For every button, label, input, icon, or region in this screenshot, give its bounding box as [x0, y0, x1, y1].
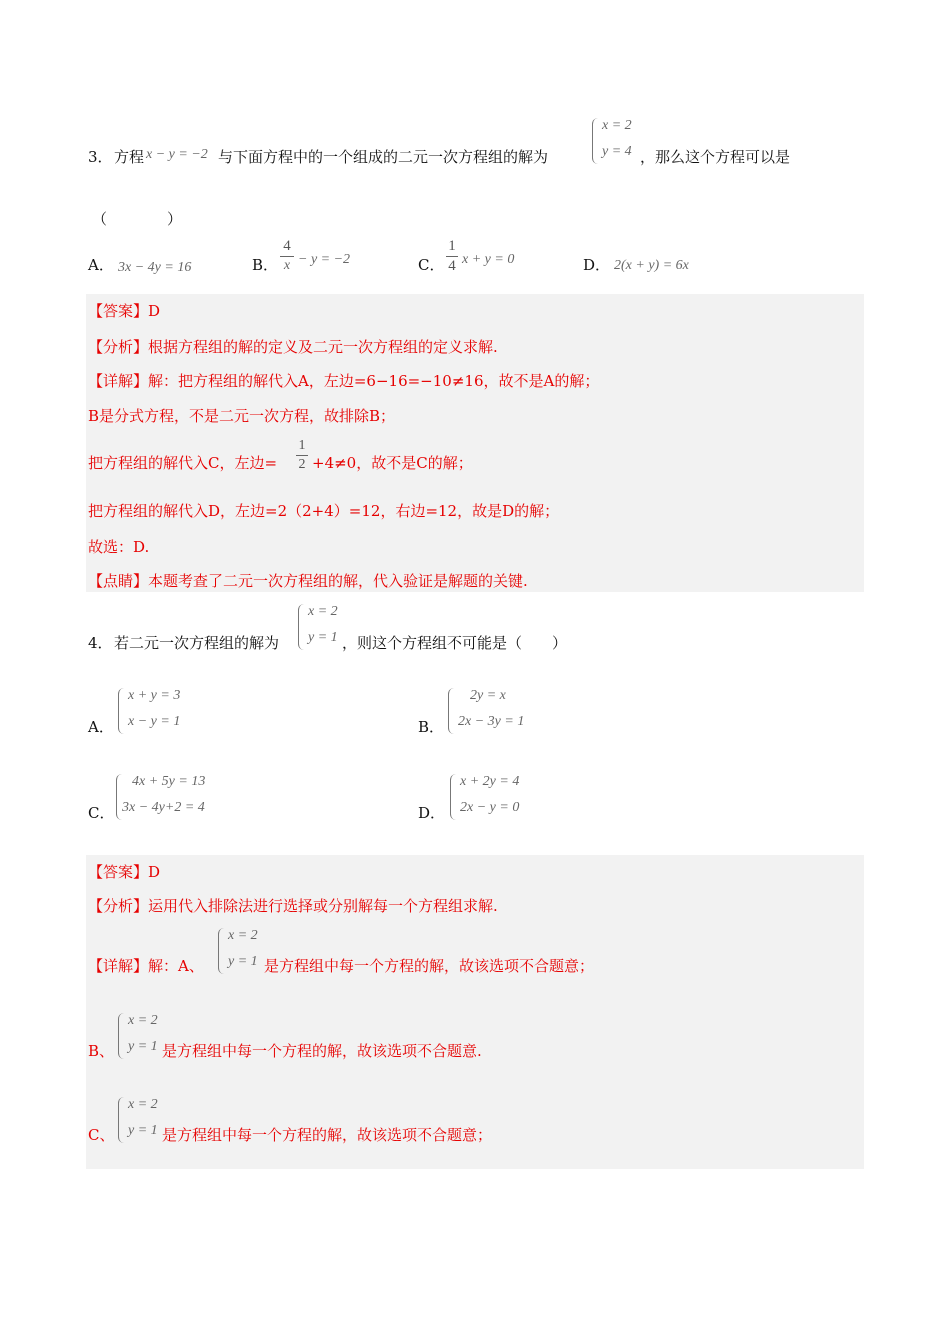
equation-1: x + 2y = 4	[460, 774, 520, 789]
analysis-text: 运用代入排除法进行选择或分别解每一个方程组求解.	[148, 897, 498, 915]
equation-2: 3x − 4y+2 = 4	[122, 800, 205, 815]
option-d-label: D．	[583, 256, 611, 274]
detail-line: B是分式方程，不是二元一次方程，故排除B；	[88, 407, 396, 425]
solution-x: x = 2	[228, 928, 258, 943]
equation-2: x − y = 1	[128, 714, 181, 729]
detail-text: 是方程组中每一个方程的解，故该选项不合题意.	[162, 1042, 482, 1060]
solution-system	[298, 602, 348, 654]
option-b-label: B．	[418, 718, 445, 736]
fraction-numerator: 4	[283, 238, 291, 254]
question-text: ，则这个方程组不可能是（ ）	[342, 634, 568, 652]
detail-line: 把方程组的解代入D，左边=2（2+4）=12，右边=12，故是D的解；	[88, 502, 560, 520]
option-c-label: C．	[418, 256, 445, 274]
solution-x: x = 2	[602, 118, 632, 133]
detail-prefix: B、	[88, 1042, 115, 1060]
solution-system	[118, 1095, 168, 1147]
question-text: 与下面方程中的一个组成的二元一次方程组的解为	[218, 148, 549, 166]
solution-y: y = 1	[128, 1123, 158, 1138]
option-b-fraction	[280, 238, 294, 274]
analysis-text: 根据方程组的解的定义及二元一次方程组的定义求解.	[148, 338, 498, 356]
fraction-numerator: 1	[298, 438, 306, 453]
option-c-fraction	[446, 238, 458, 275]
comment-tag: 【点睛】	[88, 572, 149, 590]
equation-1: x + y = 3	[128, 688, 181, 703]
option-d-label: D．	[418, 804, 446, 822]
comment-text: 本题考查了二元一次方程组的解，代入验证是解题的关键.	[148, 572, 528, 590]
equation-1: 4x + 5y = 13	[132, 774, 206, 789]
equation-1: 2y = x	[470, 688, 506, 703]
detail-line: 故选：D.	[88, 538, 150, 556]
detail-tag: 【详解】	[88, 957, 149, 975]
option-b-system	[448, 686, 548, 738]
solution-x: x = 2	[128, 1013, 158, 1028]
detail-tag: 【详解】	[88, 372, 149, 390]
analysis-tag: 【分析】	[88, 338, 149, 356]
detail-text: 是方程组中每一个方程的解，故该选项不合题意；	[162, 1126, 493, 1144]
detail-fraction	[296, 438, 308, 473]
fraction-numerator: 1	[448, 238, 456, 254]
question-text: ，那么这个方程可以是	[640, 148, 791, 166]
question-text: 方程	[114, 148, 145, 166]
option-c-rest: x + y = 0	[462, 252, 515, 267]
fraction-denominator: 4	[448, 258, 456, 274]
detail-prefix: 解：A、	[148, 957, 204, 975]
option-c-system	[116, 772, 236, 824]
question-number: 3．	[88, 148, 113, 166]
option-b-label: B．	[252, 256, 279, 274]
option-a-label: A．	[88, 256, 114, 274]
fraction-denominator: 2	[298, 457, 306, 472]
detail-line: 把方程组的解代入C，左边=	[88, 454, 278, 472]
equation-2: 2x − 3y = 1	[458, 714, 525, 729]
solution-x: x = 2	[128, 1097, 158, 1112]
solution-y: y = 1	[128, 1039, 158, 1054]
detail-prefix: C、	[88, 1126, 115, 1144]
answer-tag: 【答案】	[88, 302, 149, 320]
solution-system	[118, 1011, 168, 1063]
solution-y: y = 1	[308, 630, 338, 645]
solution-system	[218, 926, 268, 978]
solution-x: x = 2	[308, 604, 338, 619]
question-text: 若二元一次方程组的解为	[114, 634, 280, 652]
option-a-system	[118, 686, 208, 738]
detail-line: 解：把方程组的解代入A，左边=6−16=−10≠16，故不是A的解；	[148, 372, 600, 390]
solution-y: y = 4	[602, 144, 632, 159]
answer-value: D	[148, 863, 161, 881]
question-number: 4．	[88, 634, 113, 652]
detail-text: 是方程组中每一个方程的解，故该选项不合题意；	[264, 957, 595, 975]
option-a-expr: 3x − 4y = 16	[118, 260, 192, 275]
given-equation: x − y = −2	[146, 147, 208, 162]
answer-parentheses: （ ）	[92, 210, 183, 228]
option-b-rest: − y = −2	[298, 252, 351, 267]
equation-2: 2x − y = 0	[460, 800, 520, 815]
option-d-expr: 2(x + y) = 6x	[614, 258, 689, 273]
fraction-denominator: x	[283, 258, 291, 273]
option-d-system	[450, 772, 550, 824]
answer-tag: 【答案】	[88, 863, 149, 881]
answer-value: D	[148, 302, 161, 320]
detail-line: +4≠0，故不是C的解；	[312, 454, 473, 472]
option-a-label: A．	[88, 718, 114, 736]
analysis-tag: 【分析】	[88, 897, 149, 915]
option-c-label: C．	[88, 804, 115, 822]
solution-y: y = 1	[228, 954, 258, 969]
